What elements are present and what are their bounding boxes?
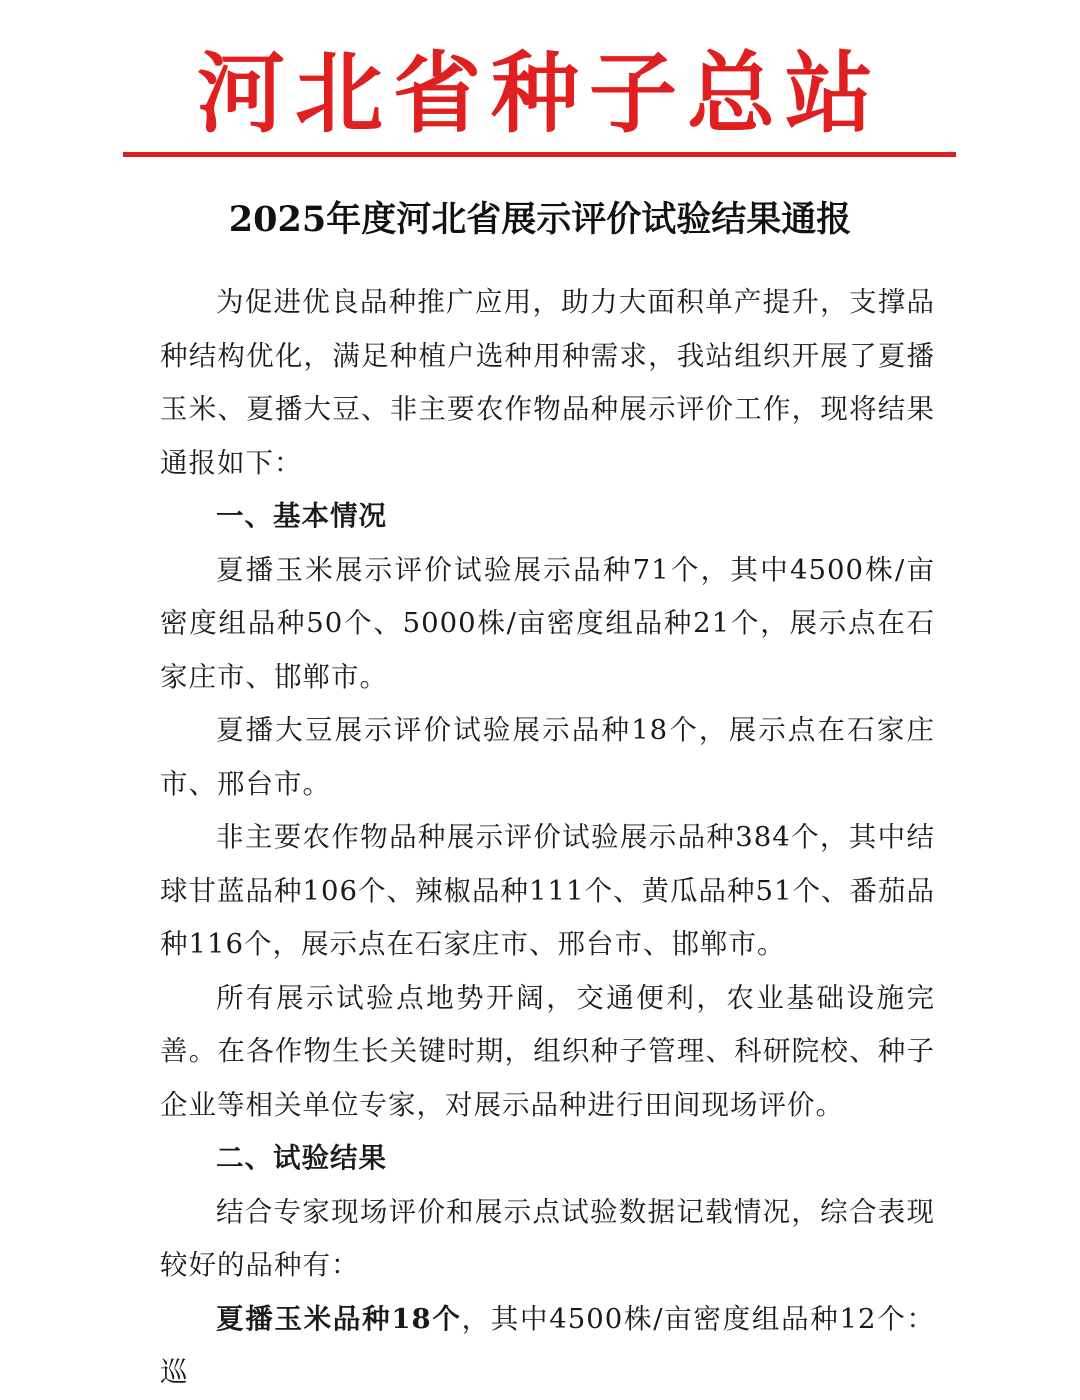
- paragraph-summer-soybean: 夏播大豆展示评价试验展示品种18个，展示点在石家庄市、邢台市。: [160, 714, 935, 800]
- paragraph-corn-results: [160, 1293, 935, 1400]
- letterhead-red-rule: [123, 152, 956, 157]
- section-heading-basic: 一、基本情况: [216, 500, 387, 532]
- corn-results-bold: 夏播玉米品种18个: [216, 1302, 462, 1335]
- organization-letterhead: 河北省种子总站: [196, 41, 883, 145]
- document-title: 2025年度河北省展示评价试验结果通报: [228, 199, 852, 240]
- paragraph-results-intro: 结合专家现场评价和展示点试验数据记载情况，综合表现较好的品种有：: [160, 1195, 935, 1281]
- paragraph-site-conditions: 所有展示试验点地势开阔，交通便利，农业基础设施完善。在各作物生长关键时期，组织种子管理、科研院校、种子企业等相关单位专家，对展示品种进行田间现场评价。: [160, 981, 935, 1121]
- intro-paragraph: 为促进优良品种推广应用，助力大面积单产提升，支撑品种结构优化，满足种植户选种用种需求，我站组织开展了夏播玉米、夏播大豆、非主要农作物品种展示评价工作，现将结果通报如下：: [160, 286, 935, 479]
- paragraph-summer-corn: 夏播玉米展示评价试验展示品种71个，其中4500株/亩密度组品种50个、5000株/亩密度组品种21个，展示点在石家庄市、邯郸市。: [160, 553, 935, 693]
- paragraph-non-major-crops: 非主要农作物品种展示评价试验展示品种384个，其中结球甘蓝品种106个、辣椒品种111个、黄瓜品种51个、番茄品种116个，展示点在石家庄市、邢台市、邯郸市。: [160, 821, 935, 960]
- document-body: [160, 276, 935, 1400]
- corn-results-text: ，其中4500株/亩密度组品种12个：巡: [160, 1302, 935, 1388]
- section-heading-results: 二、试验结果: [216, 1142, 387, 1174]
